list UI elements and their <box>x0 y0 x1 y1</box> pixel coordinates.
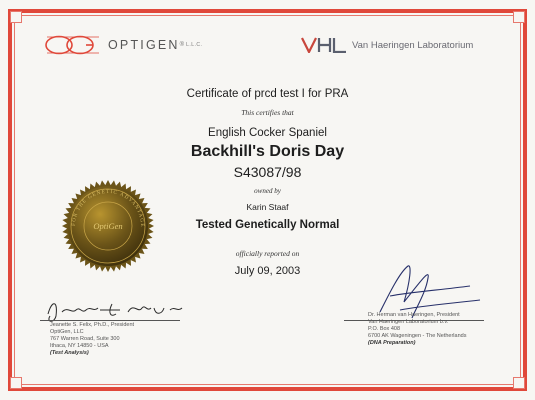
corner-ornament <box>513 377 525 389</box>
certifies-label: This certifies that <box>241 108 294 117</box>
dog-name: Backhill's Doris Day <box>190 143 345 160</box>
corner-ornament <box>10 11 22 23</box>
corner-ornament <box>513 11 525 23</box>
certificate-title: Certificate of prcd test I for PRA <box>186 88 349 100</box>
left-signatory <box>50 322 134 357</box>
left-signatory-address1: 767 Warren Road, Suite 300 <box>50 336 120 342</box>
optigen-llc: L.L.C. <box>186 42 203 48</box>
left-signatory-name: Jeanette S. Felix, Ph.D., President <box>50 322 135 328</box>
owned-by-label: owned by <box>254 187 281 195</box>
optigen-seal <box>60 178 156 274</box>
van-haeringen-logo <box>300 37 473 53</box>
optigen-logo <box>44 34 202 56</box>
breed: English Cocker Spaniel <box>208 127 327 139</box>
right-signatory-address1: P.O. Box 408 <box>368 326 401 332</box>
registration-number: S43087/98 <box>233 164 302 180</box>
left-signatory-role: (Test Analysis) <box>50 350 89 356</box>
right-signatory-name: Dr. Herman van Haeringen, President <box>368 312 460 318</box>
right-signatory-org: Van Haeringen Laboratorium b.v. <box>368 319 449 325</box>
corner-ornament <box>10 377 22 389</box>
optigen-og-icon <box>44 34 102 56</box>
left-signatory-address2: Ithaca, NY 14850 - USA <box>50 343 109 349</box>
test-result: Tested Genetically Normal <box>195 219 340 231</box>
right-signatory-role: (DNA Preparation) <box>368 340 416 346</box>
registered-mark: ® <box>179 42 185 48</box>
seal-center-text: OptiGen <box>93 221 123 231</box>
report-date: July 09, 2003 <box>234 265 301 277</box>
reported-label: officially reported on <box>235 249 300 258</box>
optigen-logo-text: OPTIGEN <box>108 38 180 52</box>
vhl-mark-icon <box>300 37 348 53</box>
owner-name: Karin Staaf <box>246 202 289 212</box>
left-signatory-org: OptiGen, LLC <box>50 329 84 335</box>
left-signature-line <box>40 320 180 321</box>
van-haeringen-logo-text: Van Haeringen Laboratorium <box>352 39 474 51</box>
right-signatory <box>368 312 466 347</box>
right-signatory-address2: 6700 AK Wageningen - The Netherlands <box>368 333 467 339</box>
seal-ring-text: FOR THE GENETIC ADVANTAGE <box>70 188 146 228</box>
